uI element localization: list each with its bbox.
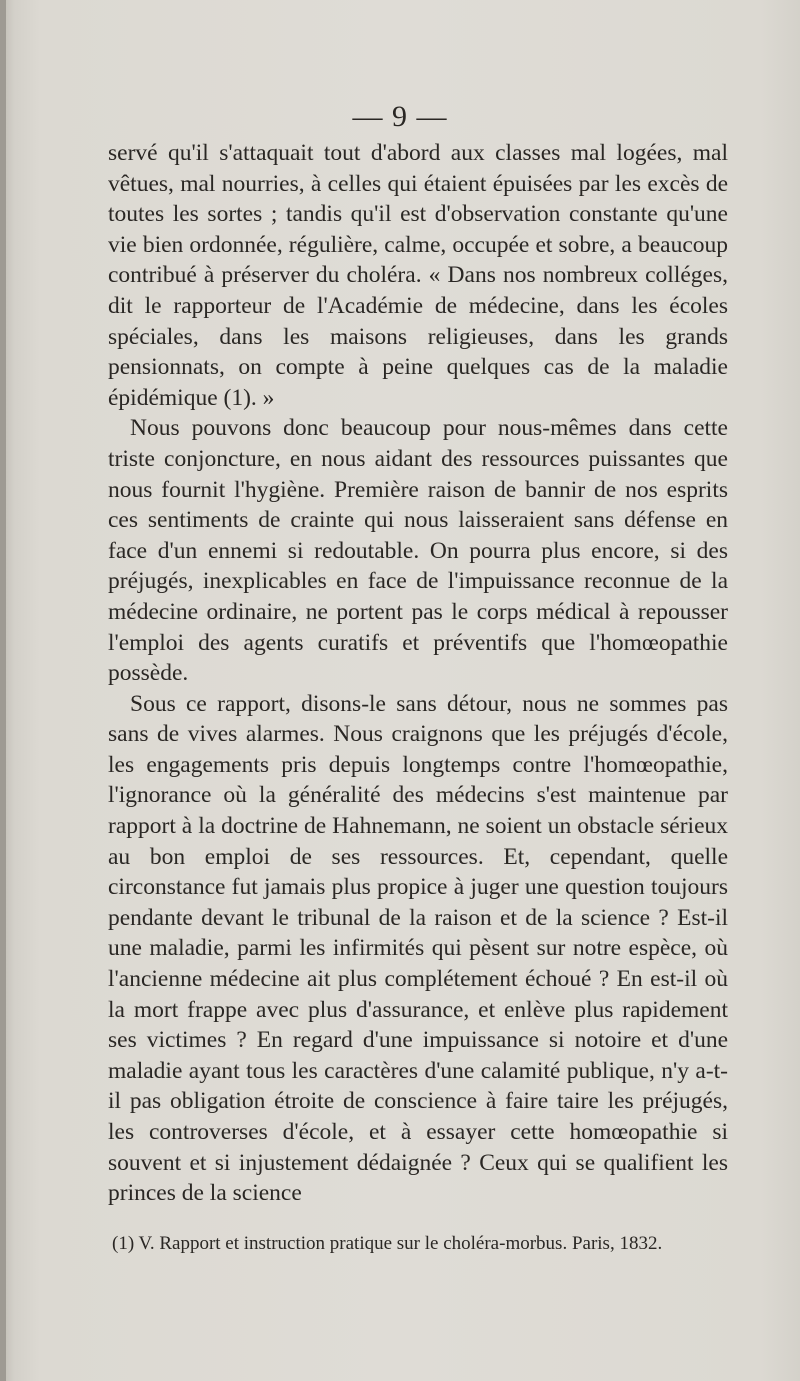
paragraph-2: Nous pouvons donc beaucoup pour nous-mêmes dans cette triste conjoncture, en nous aidant des ressources puissantes que nous fournit l'hygiène. Première raison de bannir de nos esprits ces sentiments de crainte qui nous laisseraient sans défense en face d'un ennemi si redoutable. On pourra plus encore, si des préjugés, inexplicables en face de l'impuissance reconnue de la médecine ordinaire, ne portent pas le corps médical à repousser l'emploi des agents curatifs et préventifs que l'homœopathie possède. xyxy=(108,415,728,687)
body-text xyxy=(108,138,728,1209)
footnote: (1) V. Rapport et instruction pratique sur le choléra-morbus. Paris, 1832. xyxy=(112,1233,663,1254)
paragraph-1: servé qu'il s'attaquait tout d'abord aux classes mal logées, mal vêtues, mal nourries, à celles qui étaient épuisées par les excès de toutes les sortes ; tandis qu'il est d'observation constante qu'une vie bien ordonnée, régulière, calme, occupée et sobre, a beaucoup contribué à préserver du choléra. « Dans nos nombreux colléges, dit le rapporteur de l'Académie de médecine, dans les écoles spéciales, dans les maisons religieuses, dans les grands pensionnats, on compte à peine quelques cas de la maladie épidémique (1). » xyxy=(108,140,728,411)
binding-edge xyxy=(0,0,6,1381)
page-number: — 9 — xyxy=(352,100,448,133)
paragraph-3: Sous ce rapport, disons-le sans détour, nous ne sommes pas sans de vives alarmes. Nous craignons que les préjugés d'école, les engagements pris depuis longtemps contre l'homœopathie, l'ignorance où la généralité des médecins s'est maintenue par rapport à la doctrine de Hahnemann, ne soient un obstacle sérieux au bon emploi de ses ressources. Et, cependant, quelle circonstance fut jamais plus propice à juger une question toujours pendante devant le tribunal de la raison et de la science ? Est-il une maladie, parmi les infirmités qui pèsent sur notre espèce, où l'ancienne médecine ait plus complétement échoué ? En est-il où la mort frappe avec plus d'assurance, et enlève plus rapidement ses victimes ? En regard d'une impuissance si notoire et d'une maladie ayant tous les caractères d'une calamité publique, n'y a-t-il pas obligation étroite de conscience à faire taire les préjugés, les controverses d'école, et à essayer cette homœopathie si souvent et si injustement dédaignée ? Ceux qui se qualifient les princes de la science xyxy=(108,690,728,1207)
